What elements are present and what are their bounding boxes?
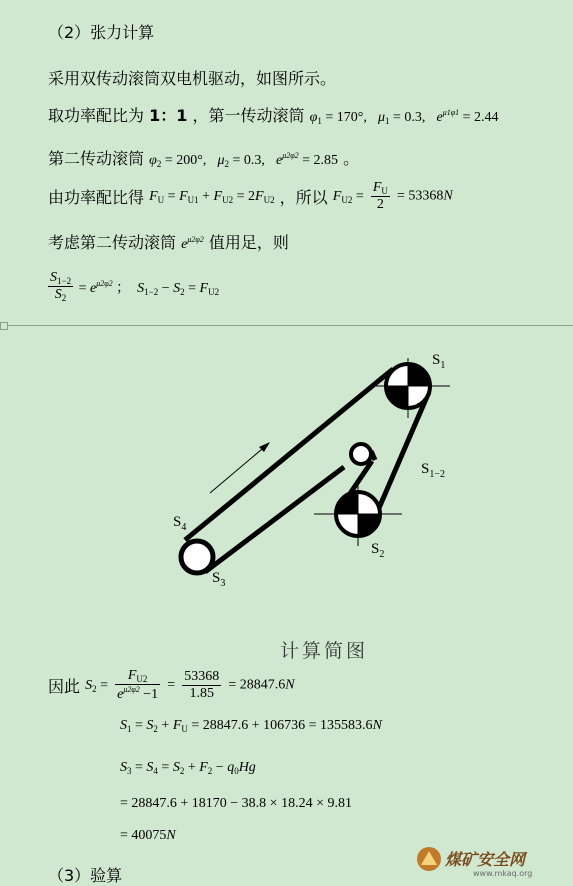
drum2-suffix: 。 [343, 149, 360, 168]
force-so: ，所以 [279, 188, 328, 207]
s2-numerator: 53368 [184, 669, 220, 684]
label-s2: $S_2$ [371, 541, 385, 560]
force-line: 由功率配比得 $F_U = F_{U1} + F_{U2} = 2F_{U2}$ ，所以 $F_{U2}$ = $\frac{F_U}{2}$ = 53368N [48, 180, 453, 212]
label-s3: $S_3$ [212, 570, 226, 589]
force-prefix: 由功率配比得 [48, 188, 145, 207]
watermark-logo-icon [415, 843, 565, 879]
belt-middle-strand [349, 461, 372, 495]
calc-s3-expansion: = 28847.6 + 18170 − 38.8 × 18.24 × 9.81 [120, 796, 352, 811]
calc-s1-line: $S_1 = S_2 + F_U = 28847.6 + 106736 = 135583.6N$ [120, 718, 382, 734]
mu2-value: = 0.3, [232, 153, 265, 168]
svg-text:www.mkaq.org: www.mkaq.org [473, 869, 533, 878]
margin-marker [0, 322, 8, 330]
calc-s2-line: 因此 $S_2$ = $\frac{F_{U2}}{e^{\mu 2\varphi 2} -1}$ = $\frac{53368}{1.85}$ = 28847.6N [48, 668, 295, 702]
phi1-value: = 170°, [325, 110, 367, 125]
drum2-label: 第二传动滚筒 [48, 149, 145, 168]
phi2-value: = 200°, [164, 153, 207, 168]
belt-lower-left-strand [205, 467, 344, 572]
calc-s3-result: = 40075N [120, 828, 176, 843]
force-eq: = 2 [236, 188, 256, 204]
power-ratio-line: 取功率配比为 1：1 ，第一传动滚筒 $\varphi_1 = 170^\circ$, $\mu_1 = 0.3$, $e^{\mu 1\varphi 1} = 2.44$ [48, 106, 499, 126]
mu1-value: = 0.3, [392, 110, 426, 125]
snub-pulley [351, 444, 371, 464]
belt-diagram [0, 330, 573, 630]
page-divider [0, 325, 573, 326]
site-watermark [415, 843, 565, 879]
section-2-title: （2）张力计算 [48, 23, 155, 42]
s2-result: = 28847.6 [228, 677, 286, 693]
belt-s12-strand [376, 392, 429, 515]
calc-prefix: 因此 [48, 677, 81, 696]
e1-value: = 2.44 [462, 110, 499, 125]
label-s1: $S_1$ [432, 352, 446, 371]
fu2-value: = 53368 [397, 188, 444, 204]
e2-value: = 2.85 [302, 153, 339, 168]
svg-text:煤矿安全网: 煤矿安全网 [445, 850, 526, 869]
drum2-line: 第二传动滚筒 $\varphi_2 = 200^\circ$, $\mu_2 = 0.3$, $e^{\mu 2\varphi 2} = 2.85$ 。 [48, 149, 360, 169]
drive-drum-2 [314, 484, 402, 546]
ratio-formula: $\frac{S_{1-2}}{S_2}$ = $e^{\mu 2\varphi 2}$ ； $S_{1-2} - S_2 = F_{U2}$ [50, 270, 220, 303]
section-3-title: （3）验算 [48, 866, 123, 885]
label-s4: $S_4$ [173, 514, 187, 533]
s2-denominator: 1.85 [189, 686, 215, 701]
s1-calc: = 28847.6 + 106736 = 135583.6 [191, 718, 373, 733]
calc-s3-line: $S_3 = S_4 = S_2 + F_2 - q_0Hg$ [120, 760, 256, 776]
power-ratio-value: 1：1 [149, 106, 188, 125]
drum1-label: ，第一传动滚筒 [192, 106, 305, 125]
consider-line: 考虑第二传动滚筒 $e^{\mu 2\varphi 2}$ 值用足，则 [48, 233, 289, 252]
consider-suffix: 值用足，则 [208, 233, 289, 252]
power-ratio-prefix: 取功率配比为 [48, 106, 145, 125]
label-s12: $S_{1-2}$ [421, 461, 445, 480]
intro-line: 采用双传动滚筒双电机驱动，如图所示。 [48, 69, 337, 88]
consider-prefix: 考虑第二传动滚筒 [48, 233, 177, 252]
direction-arrow-line [210, 444, 268, 493]
diagram-caption: 计算简图 [280, 640, 369, 662]
tail-pulley [181, 541, 213, 573]
